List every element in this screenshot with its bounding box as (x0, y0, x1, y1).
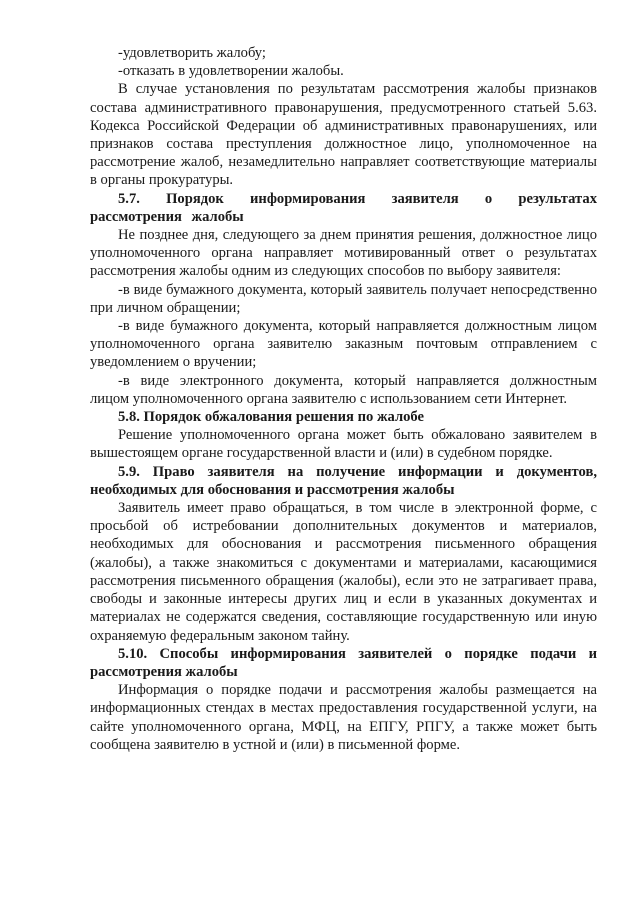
paragraph-appeal-decision: Решение уполномоченного органа может быть обжаловано заявителем в вышестоящем органе государственной власти и (или) в судебном порядке. (90, 427, 597, 462)
paragraph-information-methods: Информация о порядке подачи и рассмотрения жалобы размещается на информационных стендах в местах предоставления государственной услуги, на сайте уполномоченного органа, МФЦ, на ЕПГУ, РПГУ, а также может быть сообщена заявителю в устной и (или) в письменной форме. (90, 682, 597, 753)
list-item-refuse-complaint: -отказать в удовлетворении жалобы. (118, 63, 344, 80)
heading-5-8: 5.8. Порядок обжалования решения по жалобе (118, 409, 425, 426)
paragraph-prosecutor-referral: В случае установления по результатам рассмотрения жалобы признаков состава административного правонарушения, предусмотренного статьей 5.63. Кодекса Российской Федерации об административных правонарушениях, или признаков состава преступления должностное лицо, уполномоченное на рассмотрение жалоб, незамедлительно направляет соответствующие материалы в органы прокуратуры. (90, 81, 597, 189)
heading-5-10: 5.10. Способы информирования заявителей о порядке подачи и рассмотрения жалобы (90, 645, 597, 680)
list-item-satisfy-complaint: -удовлетворить жалобу; (118, 45, 266, 61)
paragraph-response-deadline: Не позднее дня, следующего за днем принятия решения, должностное лицо уполномоченного органа направляет мотивированный ответ о результатах рассмотрения жалобы одним из следующих способов по выбору заявителя: (90, 227, 597, 280)
list-item-paper-in-person: -в виде бумажного документа, который заявитель получает непосредственно при личном обращении; (90, 281, 597, 316)
heading-5-7: 5.7. Порядок информирования заявителя о результатах рассмотрения жалобы (90, 190, 597, 225)
document-body (90, 44, 597, 754)
paragraph-right-to-information: Заявитель имеет право обращаться, в том числе в электронной форме, с просьбой об истребовании дополнительных документов и материалов, необходимых для обоснования и рассмотрения письменного обращения (жалобы), а также знакомиться с документами и материалами, касающимися рассмотрения письменного обращения (жалобы), если это не затрагивает права, свободы и законные интересы других лиц и если в указанных документах и материалах не содержатся сведения, составляющие государственную или иную охраняемую федеральным законом тайну. (90, 500, 597, 644)
list-item-electronic: -в виде электронного документа, который направляется должностным лицом уполномоченного органа заявителю с использованием сети Интернет. (90, 372, 597, 407)
heading-5-9: 5.9. Право заявителя на получение информации и документов, необходимых для обоснования и рассмотрения жалобы (90, 463, 597, 498)
list-item-paper-by-mail: -в виде бумажного документа, который направляется должностным лицом уполномоченного органа заявителю заказным почтовым отправлением с уведомлением о вручении; (90, 318, 597, 371)
